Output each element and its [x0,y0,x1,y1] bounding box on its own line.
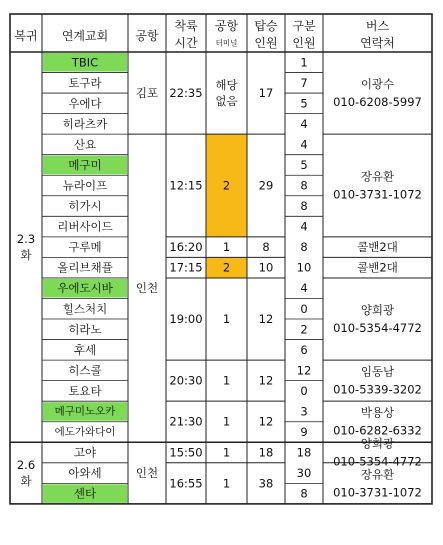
bus-driver: 장유환 [360,169,395,184]
bus-phone: 010-5339-3202 [333,382,422,397]
header-arrival: 시간 [174,36,198,50]
terminal: 2 [222,260,231,275]
church-name: 에도가와다이 [54,425,116,438]
church-name: 아와세 [68,466,102,481]
bus-driver: 양희광 [360,436,395,451]
church-name: 뉴라이프 [62,178,108,193]
arrival-time: 21:30 [169,414,203,429]
church-name: 히스콜 [68,363,102,378]
arrival-time: 15:50 [169,445,203,460]
split-count: 6 [300,342,308,357]
church-name: 히라노 [68,322,102,337]
section-day: 화 [20,248,32,263]
split-count: 4 [300,116,308,131]
split-count: 12 [296,363,312,378]
airport-incheon: 인천 [135,281,159,296]
church-name: 후세 [73,342,97,357]
church-name: 우에다 [68,96,102,111]
section-date: 2.6 [16,458,36,473]
split-count: 1 [300,55,308,70]
section-date: 2.3 [16,232,36,247]
church-name: 구루메 [68,240,102,255]
arrival-time: 20:30 [169,373,203,388]
split-count: 18 [296,445,312,460]
header-bus: 연락처 [360,36,395,50]
bus-phone: 010-6282-6332 [333,423,422,438]
pax-count: 18 [258,445,274,460]
arrival-time: 16:55 [169,476,203,491]
airport-gimpo: 김포 [135,86,159,101]
church-name: 메구미노오카 [54,405,116,418]
split-count: 3 [300,404,308,419]
church-name: 우에도시바 [57,281,113,296]
church-name: 토구라 [68,75,102,90]
pax-count: 12 [258,373,274,388]
header-pax: 탑승 [254,19,278,33]
split-count: 4 [300,281,308,296]
church-name: TBIC [71,55,99,70]
pax-count: 12 [258,312,274,327]
header-church: 연계교회 [61,29,109,43]
terminal: 1 [222,312,231,327]
bus-phone: 010-5354-4772 [333,454,422,469]
bus-driver: 콜밴2대 [357,260,398,275]
split-count: 4 [300,137,308,152]
pax-count: 12 [258,414,274,429]
bus-driver: 콜밴2대 [357,240,398,255]
split-count: 7 [300,75,308,90]
header-split: 인원 [292,36,316,50]
church-name: 힐스처치 [62,301,108,316]
church-name: 히가시 [68,199,102,214]
header-pax: 인원 [254,36,278,50]
header-return: 복귀 [14,29,38,43]
bus-driver: 임동남 [360,364,395,379]
split-count: 30 [296,466,312,481]
arrival-time: 16:20 [169,240,203,255]
bus-driver: 박용상 [360,405,395,420]
arrival-time: 17:15 [169,260,203,275]
terminal: 해당 [215,78,238,93]
church-name: 고야 [73,445,97,460]
header-terminal-sub: 터미널 [215,38,238,48]
church-name: 토요타 [68,383,102,398]
split-count: 9 [300,424,308,439]
airport-incheon: 인천 [135,466,159,481]
header-terminal: 공항 [214,19,239,33]
church-name: 올리브채플 [57,260,113,275]
split-count: 8 [300,199,308,214]
header-arrival: 착륙 [174,19,198,33]
split-count: 10 [296,260,312,275]
header-bus: 버스 [365,19,390,33]
split-count: 4 [300,219,308,234]
bus-phone: 010-3731-1072 [333,485,422,500]
pax-count: 29 [258,178,274,193]
bus-driver: 양희광 [360,303,395,318]
split-count: 0 [300,301,308,316]
bus-phone: 010-3731-1072 [333,187,422,202]
bus-driver: 이광수 [360,77,395,92]
church-name: 히라츠카 [62,116,108,131]
terminal: 없음 [215,94,238,109]
church-name: 리버사이드 [57,219,113,234]
terminal: 1 [222,476,231,491]
split-count: 8 [300,486,308,501]
church-name: 센타 [73,486,97,501]
bus-phone: 010-6208-5997 [333,95,422,110]
split-count: 5 [300,157,308,172]
pax-count: 17 [258,86,274,101]
church-name: 메구미 [68,157,102,172]
header-split: 구분 [292,19,316,33]
terminal: 2 [222,178,231,193]
split-count: 0 [300,383,308,398]
split-count: 8 [300,240,308,255]
terminal: 1 [222,240,231,255]
terminal: 1 [222,414,231,429]
split-count: 8 [300,178,308,193]
arrival-time: 19:00 [169,312,203,327]
arrival-time: 12:15 [169,178,203,193]
terminal: 1 [222,373,231,388]
pax-count: 8 [262,240,270,255]
pax-count: 10 [258,260,274,275]
split-count: 5 [300,96,308,111]
header-airport: 공항 [135,29,159,43]
terminal: 1 [222,445,231,460]
church-name: 산요 [73,137,97,152]
split-count: 2 [300,322,308,337]
section-day: 화 [20,474,32,489]
arrival-time: 22:35 [169,86,203,101]
pax-count: 38 [258,476,274,491]
bus-phone: 010-5354-4772 [333,321,422,336]
bus-driver: 장유환 [360,467,395,482]
